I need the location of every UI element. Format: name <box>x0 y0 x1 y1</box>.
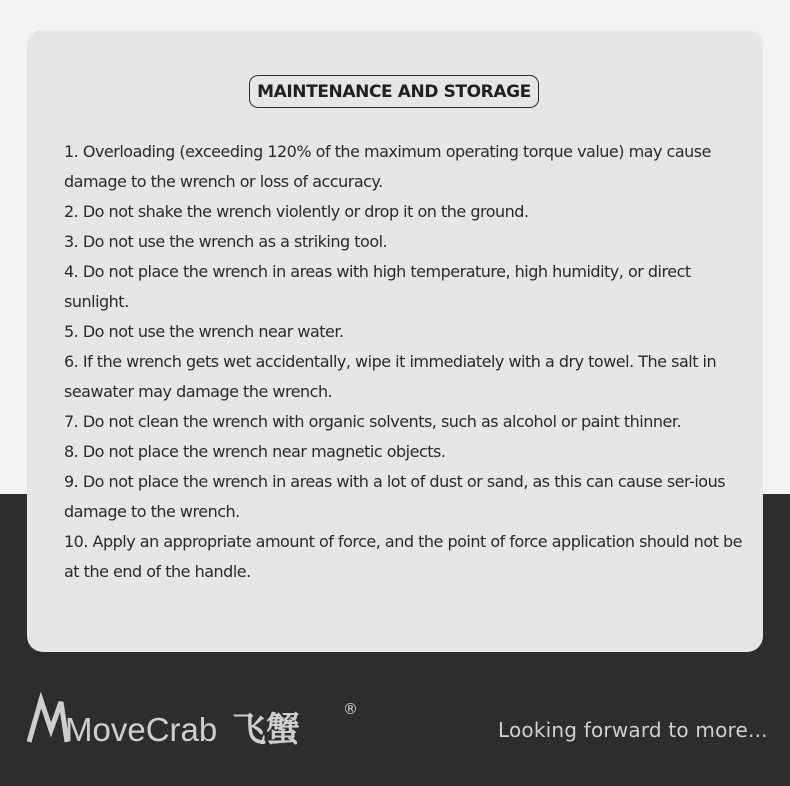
list-item: 5. Do not use the wrench near water. <box>64 322 344 341</box>
section-title: MAINTENANCE AND STORAGE <box>249 75 539 108</box>
tagline: Looking forward to more... <box>498 718 768 742</box>
list-item: 8. Do not place the wrench near magnetic objects. <box>64 442 446 461</box>
list-item: 6. If the wrench gets wet accidentally, wipe it immediately with a dry towel. The salt in seawater may damage the wrench. <box>64 352 717 401</box>
brand-name: MoveCrab <box>65 711 218 748</box>
list-item: 2. Do not shake the wrench violently or drop it on the ground. <box>64 202 529 221</box>
brand-cn: 飞蟹 <box>232 710 300 750</box>
list-item: 10. Apply an appropriate amount of force, and the point of force application should not be at the end of the handle. <box>64 532 742 581</box>
list-item: 3. Do not use the wrench as a striking tool. <box>64 232 388 251</box>
list-item: 9. Do not place the wrench in areas with a lot of dust or sand, as this can cause ser-ious damage to the wrench. <box>64 472 726 521</box>
logo-m-mark <box>29 700 67 742</box>
brand-logo <box>27 690 367 750</box>
registered-mark: ® <box>343 700 358 718</box>
list-item: 7. Do not clean the wrench with organic solvents, such as alcohol or paint thinner. <box>64 412 682 431</box>
maintenance-list <box>64 137 754 587</box>
list-item: 1. Overloading (exceeding 120% of the maximum operating torque value) may cause damage to the wrench or loss of accuracy. <box>64 142 711 191</box>
list-item: 4. Do not place the wrench in areas with high temperature, high humidity, or direct sunlight. <box>64 262 691 311</box>
content-card <box>27 30 763 652</box>
